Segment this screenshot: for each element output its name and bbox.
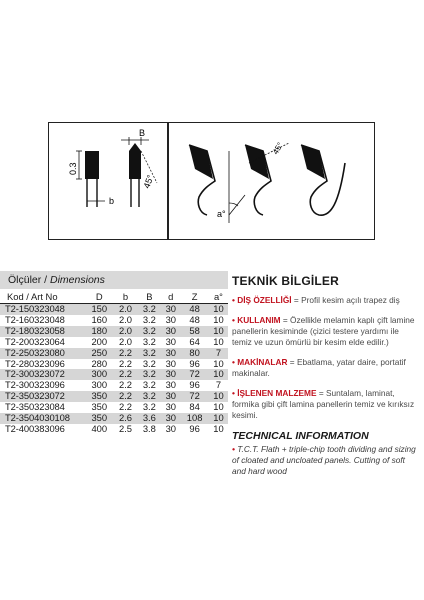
cell-value: 3.8 — [142, 422, 156, 434]
bevel-label: 45° — [141, 173, 156, 190]
info-key: İŞLENEN MALZEME — [237, 388, 317, 398]
cell-kod: T2-3504030108 — [0, 413, 85, 424]
cell-value: 108 — [180, 413, 209, 424]
cell-value: 350 — [85, 413, 114, 424]
dimensions-table — [0, 271, 228, 435]
cell-value: 3.2 — [137, 348, 161, 359]
cell-value: 80 — [180, 348, 209, 359]
cell-value: 350 — [91, 401, 108, 413]
cell-value: 64 — [189, 335, 200, 347]
cell-value: 250 — [85, 348, 114, 359]
cell-value: 3.2 — [137, 391, 161, 402]
cell-value: 2.2 — [118, 357, 133, 369]
cell-value: 3.2 — [137, 369, 161, 380]
cell-kod: T2-250323080 — [0, 348, 85, 359]
cell-value: 350 — [85, 391, 114, 402]
cell-kod: T2-300323096 — [5, 379, 65, 391]
cell-value: 30 — [165, 422, 176, 434]
cell-value: 3.6 — [137, 413, 161, 424]
cell-value: 10 — [209, 369, 228, 380]
cell-value: 7 — [209, 348, 228, 359]
table-caption — [0, 271, 228, 289]
table-row — [0, 424, 228, 435]
cell-value: 30 — [165, 313, 176, 325]
cell-value: 72 — [180, 391, 209, 402]
cell-value: 30 — [161, 413, 180, 424]
cell-value: 2.2 — [118, 379, 133, 391]
cell-value: 96 — [189, 357, 200, 369]
cell-value: 300 — [91, 379, 108, 391]
cell-value: 30 — [161, 348, 180, 359]
cell-value: 2.6 — [114, 413, 138, 424]
dimensions-grid — [0, 289, 228, 435]
cell-kod: T2-300323072 — [0, 369, 85, 380]
cell-kod: T2-350323084 — [5, 401, 65, 413]
cell-value: 30 — [161, 369, 180, 380]
cell-value: 3.2 — [137, 326, 161, 337]
table-header-row — [0, 289, 228, 304]
cell-value: 72 — [180, 369, 209, 380]
cell-value: 7 — [215, 379, 222, 391]
cell-value: 10 — [209, 391, 228, 402]
cell-value: 160 — [91, 313, 108, 325]
cell-value: 30 — [161, 326, 180, 337]
cell-value: 10 — [213, 313, 224, 325]
cell-value: 30 — [161, 304, 180, 315]
cell-value: 10 — [209, 326, 228, 337]
info-text: Özellikle melamin kaplı çift lamine panellerin kesiminde (çizici testere yardımı ile temiz ve uzun ömürlü bir kesim elde edilir.) — [232, 315, 415, 347]
en-title: TECHNICAL INFORMATION — [232, 430, 369, 442]
cell-value: 3.2 — [142, 401, 156, 413]
info-section: • MAKİNALAR = Ebatlama, yatar daire, portatif makinalar. — [232, 357, 406, 378]
diagram-divider — [167, 123, 169, 239]
tooth-diagram — [48, 122, 375, 240]
info-section: • KULLANIM = Özellikle melamin kaplı çift lamine panellerin kesiminde (çizici testere yardımı ile temiz ve uzun ömürlü bir kesim elde edilir.) — [232, 315, 415, 347]
cell-value: 48 — [180, 304, 209, 315]
cell-value: 58 — [180, 326, 209, 337]
col-B: B — [137, 289, 161, 304]
cell-kod: T2-350323072 — [0, 391, 85, 402]
tooth-geometry-drawing — [49, 123, 376, 241]
cell-kod: T2-200323064 — [5, 335, 65, 347]
col-b: b — [114, 289, 138, 304]
cell-value: 30 — [165, 379, 176, 391]
cell-value: 10 — [209, 413, 228, 424]
cell-value: 2.0 — [114, 326, 138, 337]
cell-value: 150 — [85, 304, 114, 315]
col-D: D — [85, 289, 114, 304]
cell-value: 3.2 — [142, 313, 156, 325]
info-section: • İŞLENEN MALZEME = Suntalam, laminat, formika gibi çift lamina panellerin temiz ve kırıksız kesimi. — [232, 388, 415, 420]
cell-value: 96 — [189, 379, 200, 391]
cell-kod: T2-400383096 — [5, 422, 65, 434]
cell-value: 3.2 — [142, 335, 156, 347]
thickness-label: b — [109, 196, 115, 206]
cell-value: 2.0 — [118, 313, 133, 325]
info-section: • DİŞ ÖZELLİĞİ = Profil kesim açılı trapez diş — [232, 295, 400, 305]
cell-kod: T2-160323048 — [5, 313, 65, 325]
cell-value: 200 — [91, 335, 108, 347]
table-row — [0, 348, 228, 359]
right-bevel-label: 45° — [270, 141, 285, 156]
cell-kod: T2-180323058 — [0, 326, 85, 337]
info-text: Ebatlama, yatar daire, portatif makinalar. — [232, 357, 406, 378]
en-text: • T.C.T. Flath + triple-chip tooth dividing and sizing of cloated and uncloated panels. Cutting of soft and hard wood — [232, 444, 416, 476]
cell-value: 10 — [213, 422, 224, 434]
info-text: Suntalam, laminat, formika gibi çift lamina panellerin temiz ve kırıksız kesimi. — [232, 388, 415, 420]
col-a: a° — [209, 289, 228, 304]
cell-value: 3.2 — [142, 379, 156, 391]
cell-value: 30 — [165, 357, 176, 369]
cell-value: 2.5 — [118, 422, 133, 434]
cell-kod: T2-280323096 — [5, 357, 65, 369]
info-text: Profil kesim açılı trapez diş — [301, 295, 400, 305]
flat-tooth-shape — [85, 151, 99, 179]
cell-value: 10 — [213, 335, 224, 347]
cell-value: 48 — [189, 313, 200, 325]
hook-angle-label: a° — [217, 209, 226, 219]
info-key: KULLANIM — [237, 315, 281, 325]
cell-value: 10 — [209, 304, 228, 315]
technical-info — [232, 274, 418, 477]
info-key: MAKİNALAR — [237, 357, 288, 367]
cell-value: 3.2 — [142, 357, 156, 369]
cell-value: 3.2 — [137, 304, 161, 315]
col-Z: Z — [180, 289, 209, 304]
col-kod: Kod / Art No — [0, 289, 85, 304]
cell-value: 300 — [85, 369, 114, 380]
cell-value: 400 — [91, 422, 108, 434]
cell-value: 10 — [213, 357, 224, 369]
col-d: d — [161, 289, 180, 304]
caption-en: Dimensions — [50, 274, 105, 286]
table-row — [0, 337, 228, 348]
cell-value: 2.2 — [114, 369, 138, 380]
cell-value: 30 — [165, 401, 176, 413]
cell-value: 30 — [161, 391, 180, 402]
cell-value: 180 — [85, 326, 114, 337]
cell-value: 10 — [213, 401, 224, 413]
info-key: DİŞ ÖZELLİĞİ — [237, 295, 292, 305]
kerf-label: B — [139, 128, 146, 138]
en-text-body: T.C.T. Flath + triple-chip tooth dividing and sizing of cloated and uncloated panels. Cutting of soft and hard wood — [232, 444, 416, 476]
cell-value: 96 — [189, 422, 200, 434]
cell-value: 84 — [189, 401, 200, 413]
caption-tr: Ölçüler / — [8, 274, 48, 286]
cell-value: 2.2 — [114, 391, 138, 402]
trapezoid-tooth-shape — [129, 143, 141, 179]
info-title: TEKNİK BİLGİLER — [232, 274, 339, 288]
height-label: 0.3 — [68, 162, 78, 175]
cell-kod: T2-150323048 — [0, 304, 85, 315]
cell-value: 2.0 — [114, 304, 138, 315]
cell-value: 2.0 — [118, 335, 133, 347]
cell-value: 280 — [91, 357, 108, 369]
cell-value: 30 — [165, 335, 176, 347]
cell-value: 2.2 — [118, 401, 133, 413]
cell-value: 2.2 — [114, 348, 138, 359]
